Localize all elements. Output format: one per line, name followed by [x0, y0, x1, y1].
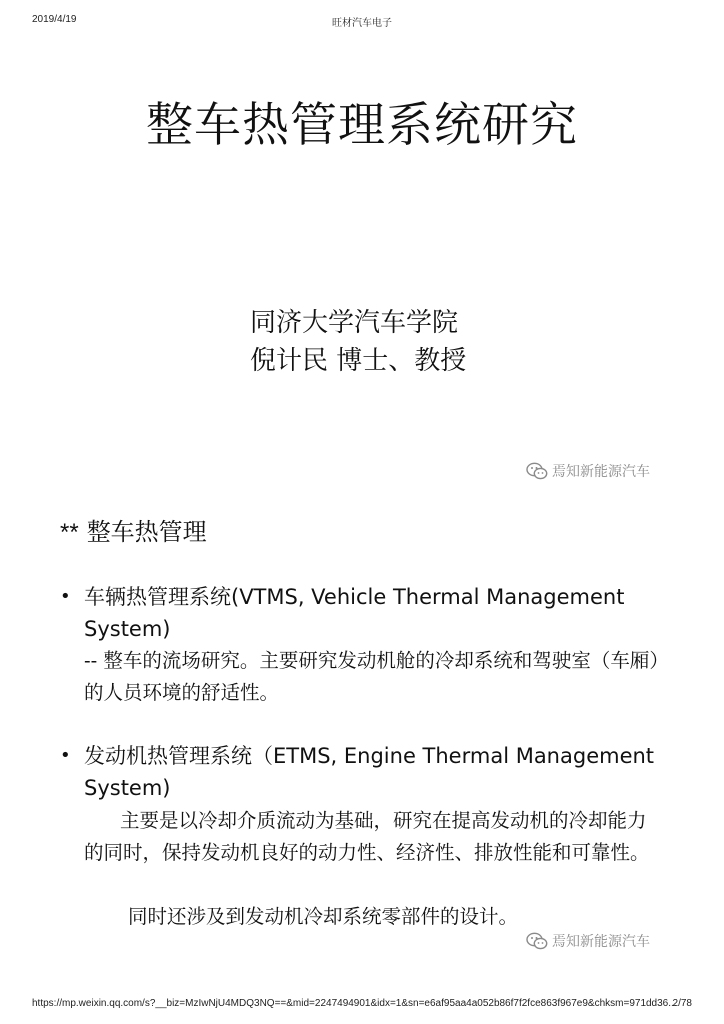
wechat-icon: [526, 462, 548, 480]
bullet-dot: •: [60, 745, 71, 766]
heading-stars: **: [60, 519, 79, 546]
print-footer: [32, 998, 692, 1012]
affiliation: 同济大学汽车学院: [250, 308, 459, 338]
bullet-etms-text: 发动机热管理系统（ETMS, Engine Thermal Management System): [84, 744, 655, 800]
wechat-icon: [526, 932, 548, 950]
watermark: [526, 461, 650, 481]
slide-content: [60, 500, 664, 970]
vtms-description: -- 整车的流场研究。主要研究发动机舱的冷却系统和驾驶室（车厢）的人员环境的舒适性。: [84, 649, 660, 704]
section-heading: [60, 512, 207, 547]
heading-text: 整车热管理: [86, 518, 207, 546]
print-header: [32, 14, 692, 30]
etms-description-2: 同时还涉及到发动机冷却系统零部件的设计。: [128, 905, 519, 928]
bullet-vtms-text: 车辆热管理系统(VTMS, Vehicle Thermal Management System): [84, 585, 625, 641]
bullet-dot: •: [60, 586, 71, 607]
print-title: 旺材汽车电子: [332, 18, 392, 29]
slide-title-text: 整车热管理系统研究: [146, 98, 578, 153]
watermark: [526, 931, 650, 951]
watermark-text: 焉知新能源汽车: [552, 464, 650, 480]
author: 倪计民 博士、教授: [250, 346, 467, 376]
etms-description: 主要是以冷却介质流动为基础，研究在提高发动机的冷却能力的同时，保持发动机良好的动力性、经济性、排放性能和可靠性。: [84, 809, 650, 864]
page-number: 2/78: [672, 998, 692, 1009]
slide-title: [60, 40, 664, 500]
print-date: 2019/4/19: [32, 14, 77, 25]
watermark-text: 焉知新能源汽车: [552, 934, 650, 950]
page-url: https://mp.weixin.qq.com/s?__biz=MzIwNjU4MDQ3NQ==&mid=2247494901&idx=1&sn=e6af95aa4a052b86f7f2fce863f967e9&chksm=971dd36...: [32, 998, 677, 1009]
